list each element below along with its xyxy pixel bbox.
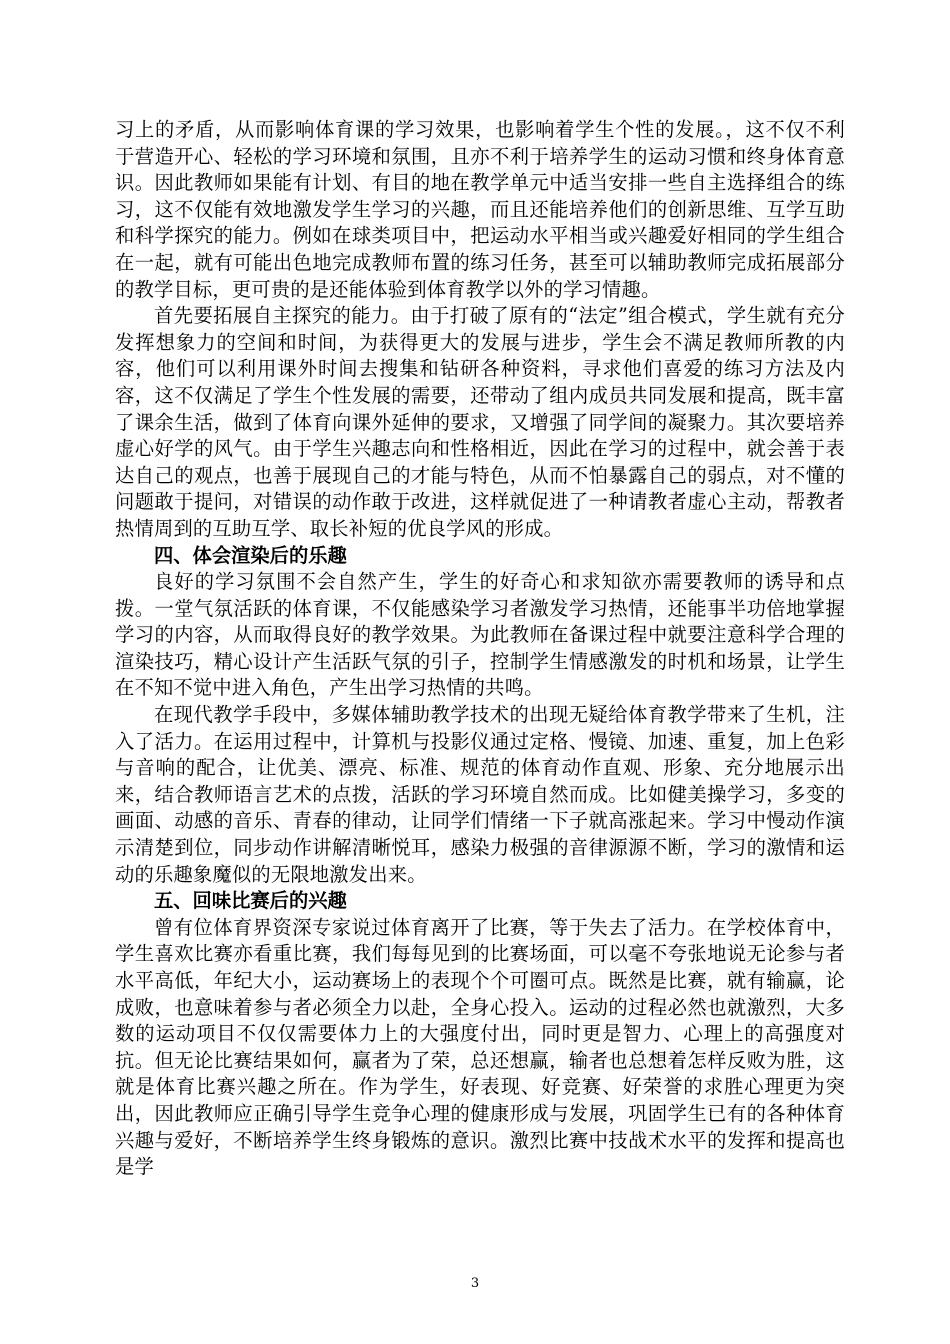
paragraph-4: 在现代教学手段中，多媒体辅助教学技术的出现无疑给体育教学带来了生机，注入了活力。在运用过程中，计算机与投影仪通过定格、慢镜、加速、重复，加上色彩与音响的配合，让优美、漂亮、标准、规范的体育动作直观、形象、充分地展示出来，结合教师语言艺术的点拨，活跃的学习环境自然而成。比如健美操学习，多变的画面、动感的音乐、青春的律动，让同学们情绪一下子就高涨起来。学习中慢动作演示清楚到位，同步动作讲解清晰悦耳，感染力极强的音律源源不断，学习的激情和运动的乐趣象魔似的无限地激发出来。 <box>115 703 845 886</box>
paragraph-3: 良好的学习氛围不会自然产生，学生的好奇心和求知欲亦需要教师的诱导和点拨。一堂气氛活跃的体育课，不仅能感染学习者激发学习热情，还能事半功倍地掌握学习的内容，从而取得良好的教学效果。为此教师在备课过程中就要注意科学合理的渲染技巧，精心设计产生活跃气氛的引子，控制学生情感激发的时机和场景，让学生在不知不觉中进入角色，产生出学习热情的共鸣。 <box>115 570 845 700</box>
paragraph-2: 首先要拓展自主探究的能力。由于打破了原有的“法定”组合模式，学生就有充分发挥想象力的空间和时间，为获得更大的发展与进步，学生会不满足教师所教的内容，他们可以利用课外时间去搜集和钻研各种资料，寻求他们喜爱的练习方法及内容，这不仅满足了学生个性发展的需要，还带动了组内成员共同发展和提高，既丰富了课余生活，做到了体育向课外延伸的要求，又增强了同学间的凝聚力。其次要培养虚心好学的风气。由于学生兴趣志向和性格相近，因此在学习的过程中，就会善于表达自己的观点，也善于展现自己的才能与特色，从而不怕暴露自己的弱点，对不懂的问题敢于提问，对错误的动作敢于改进，这样就促进了一种请教者虚心主动，帮教者热情周到的互助互学、取长补短的优良学风的形成。 <box>115 304 845 540</box>
document-body <box>115 117 845 1181</box>
section-heading-5: 五、回味比赛后的兴趣 <box>154 889 347 913</box>
paragraph-1: 习上的矛盾，从而影响体育课的学习效果，也影响着学生个性的发展。，这不仅不利于营造开心、轻松的学习环境和氛围，且亦不利于培养学生的运动习惯和终身体育意识。因此教师如果能有计划、有目的地在教学单元中适当安排一些自主选择组合的练习，这不仅能有效地激发学生学习的兴趣，而且还能培养他们的创新思维、互学互助和科学探究的能力。例如在球类项目中，把运动水平相当或兴趣爱好相同的学生组合在一起，就有可能出色地完成教师布置的练习任务，甚至可以辅助教师完成拓展部分的教学目标，更可贵的是还能体验到体育教学以外的学习情趣。 <box>115 118 845 301</box>
section-heading-4: 四、体会渲染后的乐趣 <box>154 543 347 567</box>
paragraph-5: 曾有位体育界资深专家说过体育离开了比赛，等于失去了活力。在学校体育中，学生喜欢比赛亦看重比赛，我们每每见到的比赛场面，可以毫不夸张地说无论参与者水平高低，年纪大小，运动赛场上的表现个个可圈可点。既然是比赛，就有输赢，论成败，也意味着参与者必须全力以赴，全身心投入。运动的过程必然也就激烈，大多数的运动项目不仅仅需要体力上的大强度付出，同时更是智力、心理上的高强度对抗。但无论比赛结果如何，赢者为了荣，总还想赢，输者也总想着怎样反败为胜，这就是体育比赛兴趣之所在。作为学生，好表现、好竞赛、好荣誉的求胜心理更为突出，因此教师应正确引导学生竞争心理的健康形成与发展，巩固学生已有的各种体育兴趣与爱好，不断培养学生终身锻炼的意识。激烈比赛中技战术水平的发挥和提高也是学 <box>115 915 845 1179</box>
page-number: 3 <box>470 1276 480 1291</box>
